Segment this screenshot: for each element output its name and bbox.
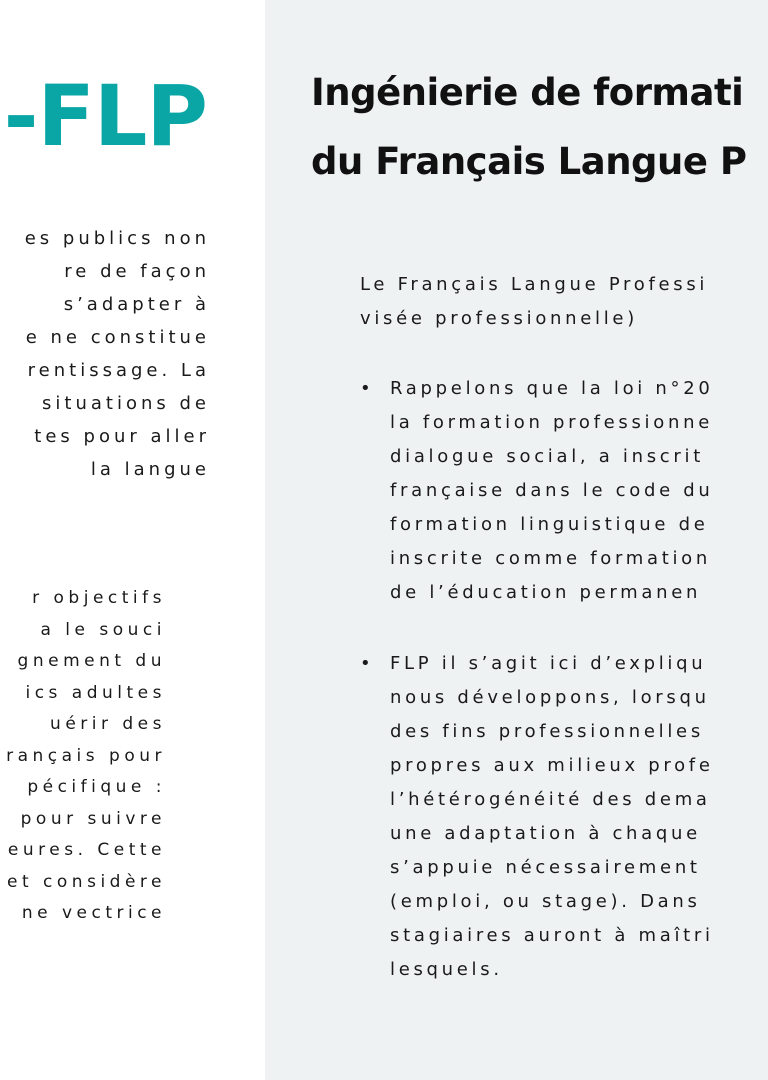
text-line: nous développons, lorsqu: [390, 687, 710, 708]
text-line: et considère: [7, 872, 166, 892]
intro-paragraph: [360, 268, 708, 336]
text-line: lesquels.: [390, 959, 503, 980]
text-line: tes pour aller: [34, 426, 210, 447]
text-line: française dans le code du: [390, 480, 714, 501]
text-line: la langue: [90, 459, 210, 480]
text-line: visée professionnelle): [360, 308, 638, 329]
text-line: (emploi, ou stage). Dans: [390, 891, 701, 912]
text-line: rentissage. La: [27, 360, 210, 381]
text-line: s’adapter à: [63, 294, 210, 315]
text-line: re de façon: [64, 261, 210, 282]
text-line: de l’éducation permanen: [390, 582, 702, 603]
title-line: Ingénierie de formati: [311, 71, 744, 114]
text-line: Rappelons que la loi n°20: [390, 378, 714, 399]
text-line: dialogue social, a inscrit: [390, 446, 704, 467]
text-line: s’appuie nécessairement: [390, 857, 701, 878]
page-title: [311, 58, 746, 196]
bullet-dot-icon: •: [360, 378, 375, 399]
text-line: uérir des: [50, 714, 166, 734]
text-line: gnement du: [17, 651, 166, 671]
text-line: stagiaires auront à maîtri: [390, 925, 714, 946]
text-line: pécifique :: [27, 777, 166, 797]
text-line: es publics non: [24, 228, 210, 249]
text-line: inscrite comme formation: [390, 548, 711, 569]
bullet-dot-icon: •: [360, 653, 375, 674]
text-line: ics adultes: [25, 683, 166, 703]
text-line: des fins professionnelles: [390, 721, 704, 742]
text-line: la formation professionne: [390, 412, 713, 433]
title-line: du Français Langue P: [311, 140, 747, 183]
text-line: une adaptation à chaque: [390, 823, 701, 844]
text-line: eures. Cette: [7, 840, 166, 860]
text-line: FLP il s’agit ici d’expliqu: [390, 653, 707, 674]
right-panel: [265, 0, 768, 1080]
text-line: ne vectrice: [21, 903, 166, 923]
left-column: [0, 0, 265, 1080]
text-line: l’hétérogénéité des dema: [390, 789, 711, 810]
flp-heading: -FLP: [3, 67, 207, 165]
text-line: formation linguistique de: [390, 514, 709, 535]
text-line: rançais pour: [6, 746, 166, 766]
text-line: Le Français Langue Professi: [360, 274, 709, 295]
text-line: pour suivre: [20, 809, 166, 829]
text-line: situations de: [42, 393, 210, 414]
text-line-bold: r objectifs: [32, 588, 166, 608]
text-line: propres aux milieux profe: [390, 755, 714, 776]
text-line: a le souci: [40, 620, 166, 640]
text-line: e ne constitue: [25, 327, 210, 348]
